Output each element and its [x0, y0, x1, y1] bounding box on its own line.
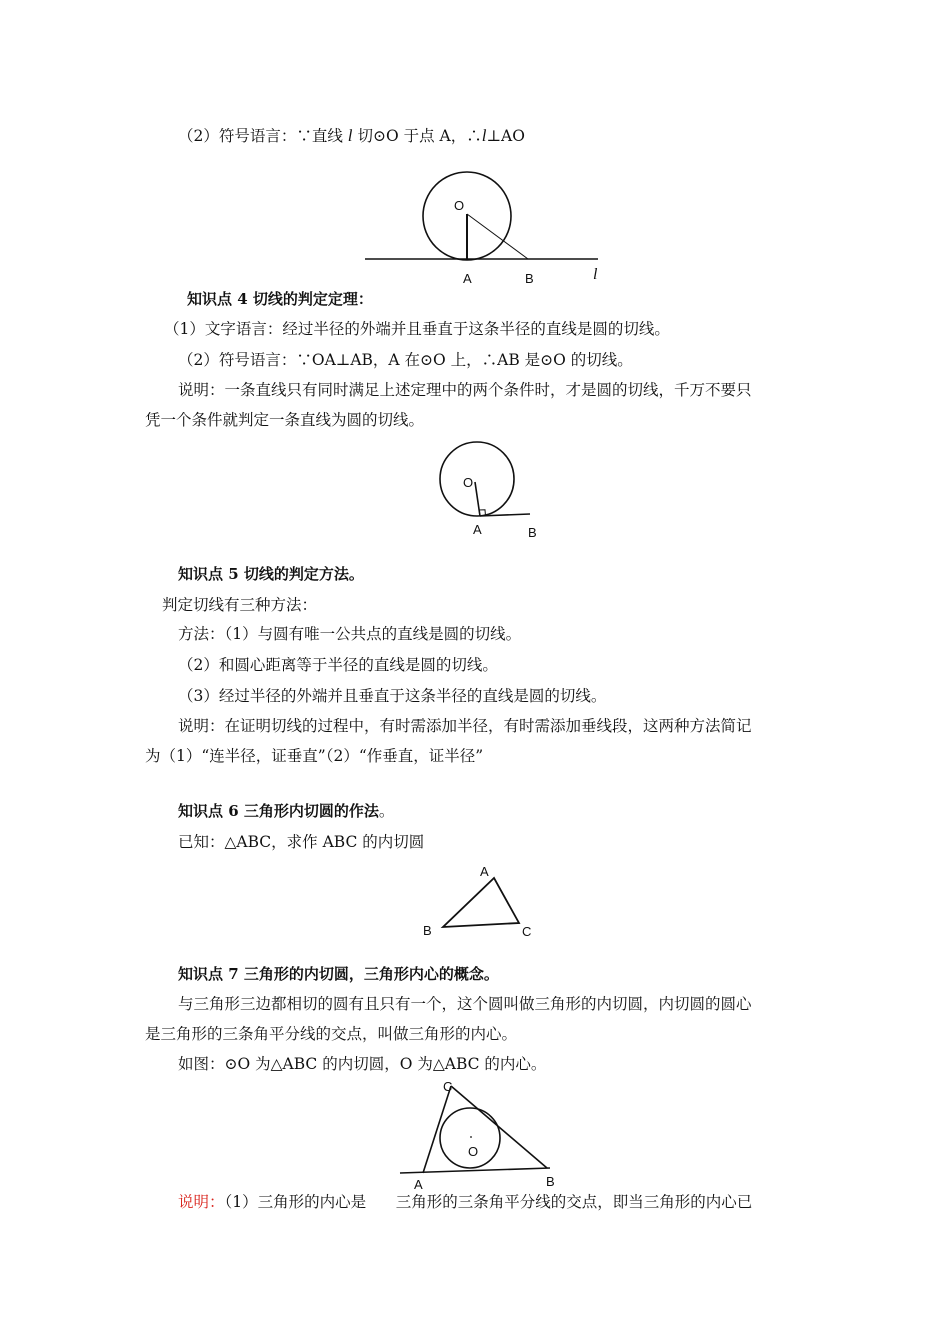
kp5-intro: 判定切线有三种方法：	[162, 596, 318, 614]
kp7-text3: 如图：⊙O 为△ABC 的内切圆，O 为△ABC 的内心。	[178, 1055, 547, 1073]
label-c: C	[522, 924, 532, 939]
kp4-text2: （2）符号语言：∵OA⊥AB，A 在⊙O 上，∴AB 是⊙O 的切线。	[178, 351, 633, 369]
kp5-title: 知识点 5 切线的判定方法。	[178, 565, 364, 583]
figure-triangle-abc	[415, 858, 545, 943]
kp4-note1: 说明：一条直线只有同时满足上述定理中的两个条件时，才是圆的切线，千万不要只	[178, 381, 752, 399]
kp3-symbolic-l2: l	[481, 126, 487, 145]
side-ac	[423, 1086, 451, 1173]
kp4-note2: 凭一个条件就判定一条直线为圆的切线。	[145, 411, 425, 429]
kp7-title: 知识点 7 三角形的内切圆，三角形内心的概念。	[178, 965, 499, 983]
kp3-symbolic-mid: 切⊙O 于点 A，∴	[352, 127, 482, 145]
side-cb	[451, 1086, 547, 1168]
figure-tangent-theorem	[430, 440, 550, 545]
kp4-text1: （1）文字语言：经过半径的外端并且垂直于这条半径的直线是圆的切线。	[164, 320, 670, 338]
kp7-note	[178, 1192, 752, 1212]
kp6-title-line	[178, 801, 394, 821]
kp6-given: 已知：△ABC，求作 ABC 的内切圆	[178, 833, 425, 851]
kp5-method1: 方法：（1）与圆有唯一公共点的直线是圆的切线。	[178, 625, 522, 643]
kp7-note-label: 说明：	[178, 1193, 225, 1211]
kp7-text1: 与三角形三边都相切的圆有且只有一个，这个圆叫做三角形的内切圆，内切圆的圆心	[178, 995, 752, 1013]
radius-oa	[475, 482, 480, 516]
label-o: O	[468, 1144, 479, 1159]
label-a: A	[480, 864, 489, 879]
kp5-note2: 为（1）“连半径，证垂直”（2）“作垂直，证半径”	[145, 747, 484, 765]
label-b: B	[546, 1174, 555, 1189]
label-b: B	[423, 923, 432, 938]
triangle-abc	[443, 878, 519, 927]
kp5-method3: （3）经过半径的外端并且垂直于这条半径的直线是圆的切线。	[178, 687, 607, 705]
kp3-symbolic-pre: （2）符号语言：∵直线	[178, 127, 348, 145]
figure-incircle	[395, 1075, 565, 1197]
label-o: O	[463, 475, 474, 490]
kp3-symbolic-post: ⊥AO	[486, 127, 525, 145]
kp3-symbolic	[178, 126, 525, 146]
kp6-title-tail: 。	[378, 802, 395, 820]
label-l: l	[593, 266, 598, 283]
label-b: B	[525, 271, 534, 286]
kp5-note1: 说明：在证明切线的过程中，有时需添加半径，有时需添加垂线段，这两种方法简记	[178, 717, 752, 735]
kp7-text2: 是三角形的三条角平分线的交点，叫做三角形的内心。	[145, 1025, 518, 1043]
incircle-o	[440, 1108, 500, 1168]
kp5-method2: （2）和圆心距离等于半径的直线是圆的切线。	[178, 656, 498, 674]
label-a: A	[414, 1177, 423, 1192]
label-a: A	[473, 522, 482, 537]
label-o: O	[454, 198, 465, 213]
center-dot	[470, 1136, 472, 1138]
label-c: C	[443, 1079, 453, 1094]
segment-ob	[467, 214, 528, 259]
kp6-title: 知识点 6 三角形内切圆的作法	[178, 802, 379, 820]
kp4-title: 知识点 4 切线的判定定理：	[187, 290, 373, 308]
kp3-symbolic-l1: l	[347, 126, 353, 145]
label-a: A	[463, 271, 472, 286]
circle-o	[440, 442, 514, 516]
kp7-note-rest: （1）三角形的内心是 三角形的三条角平分线的交点，即当三角形的内心已	[224, 1193, 753, 1211]
figure-tangent-property	[360, 165, 620, 290]
label-b: B	[528, 525, 537, 540]
